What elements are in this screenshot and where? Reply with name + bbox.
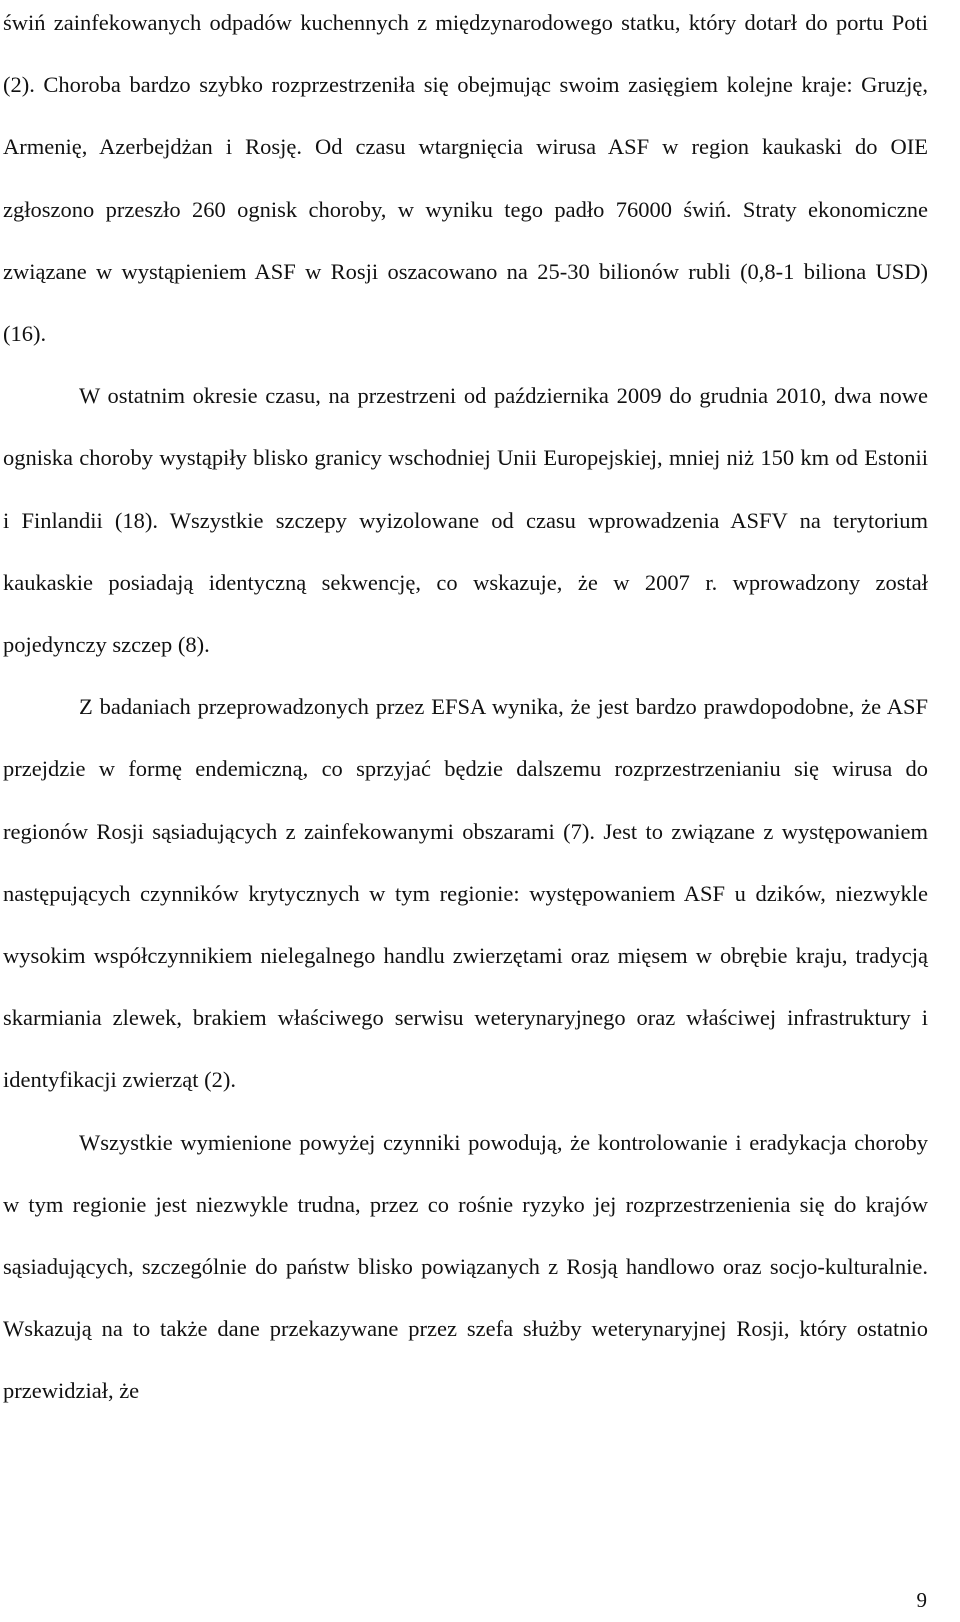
paragraph-3: Z badaniach przeprowadzonych przez EFSA wynika, że jest bardzo prawdopodobne, że ASF przejdzie w formę endemiczną, co sprzyjać będzie dalszemu rozprzestrzenianiu się wirusa do regionów Rosji sąsiadujących z zainfekowanymi obszarami (7). Jest to związane z występowaniem następujących czynników krytycznych w tym regionie: występowaniem ASF u dzików, niezwykle wysokim współczynnikiem nielegalnego handlu zwierzętami oraz mięsem w obrębie kraju, tradycją skarmiania zlewek, brakiem właściwego serwisu weterynaryjnego oraz właściwej infrastruktury i identyfikacji zwierząt (2). (3, 694, 928, 1093)
paragraph-1: świń zainfekowanych odpadów kuchennych z międzynarodowego statku, który dotarł do portu Poti (2). Choroba bardzo szybko rozprzestrzeniła się obejmując swoim zasięgiem kolejne kraje: Gruzję, Armenię, Azerbejdżan i Rosję. Od czasu wtargnięcia wirusa ASF w region kaukaski do OIE zgłoszono przeszło 260 ognisk choroby, w wyniku tego padło 76000 świń. Straty ekonomiczne związane w wystąpieniem ASF w Rosji oszacowano na 25-30 bilionów rubli (0,8-1 biliona USD) (16). (3, 10, 928, 347)
page-number: 9 (916, 1588, 927, 1612)
document-body (3, 0, 928, 1423)
paragraph-2: W ostatnim okresie czasu, na przestrzeni od października 2009 do grudnia 2010, dwa nowe ogniska choroby wystąpiły blisko granicy wschodniej Unii Europejskiej, mniej niż 150 km od Estonii i Finlandii (18). Wszystkie szczepy wyizolowane od czasu wprowadzenia ASFV na terytorium kaukaskie posiadają identyczną sekwencję, co wskazuje, że w 2007 r. wprowadzony został pojedynczy szczep (8). (3, 383, 928, 658)
paragraph-4: Wszystkie wymienione powyżej czynniki powodują, że kontrolowanie i eradykacja choroby w tym regionie jest niezwykle trudna, przez co rośnie ryzyko jej rozprzestrzenienia się do krajów sąsiadujących, szczególnie do państw blisko powiązanych z Rosją handlowo oraz socjo-kulturalnie. Wskazują na to także dane przekazywane przez szefa służby weterynaryjnej Rosji, który ostatnio przewidział, że (3, 1129, 928, 1404)
